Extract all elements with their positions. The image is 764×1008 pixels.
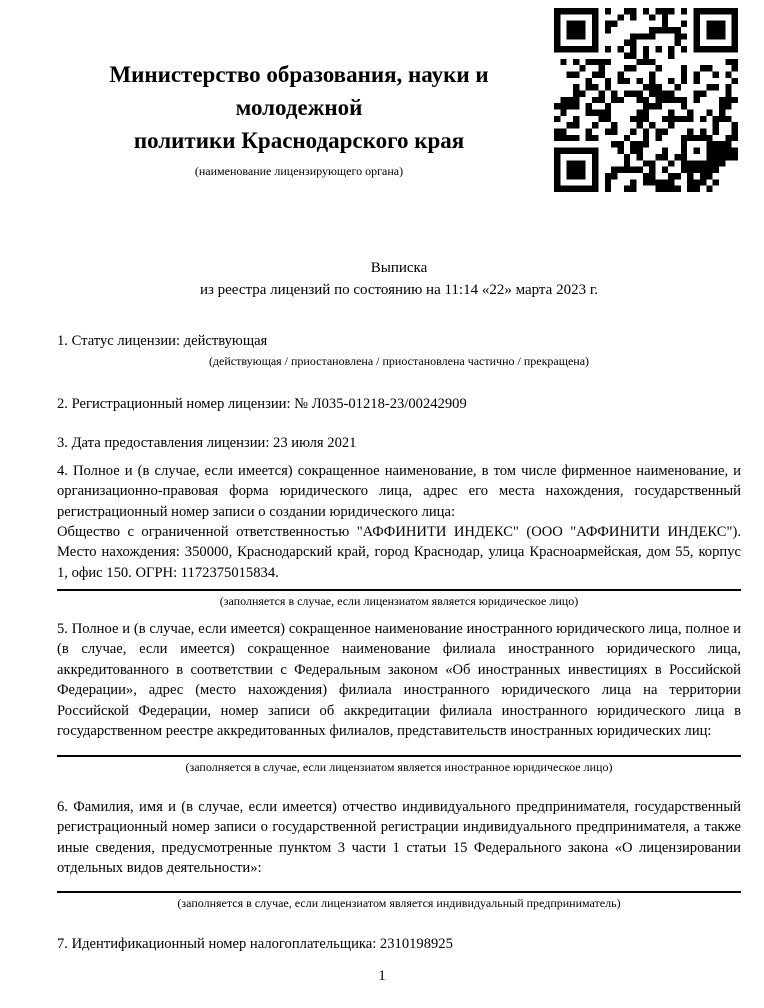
doc-subtitle: из реестра лицензий по состоянию на 11:14 «22» марта 2023 г.	[199, 282, 599, 298]
section-3-grant-date: 3. Дата предоставления лицензии: 23 июля 2021	[57, 435, 357, 451]
rule-legal-entity	[57, 589, 741, 591]
section-1-caption: (действующая / приостановлена / приостановлена частично / прекращена)	[208, 354, 590, 368]
ministry-name-line2: политики Краснодарского края	[133, 128, 465, 153]
section-2-reg-number: 2. Регистрационный номер лицензии: № Л035-01218-23/00242909	[57, 396, 467, 412]
rule-entrepreneur	[57, 891, 741, 893]
ministry-name-line1: Министерство образования, науки и молодежной	[109, 62, 489, 120]
section-6-caption: (заполняется в случае, если лицензиатом является индивидуальный предприниматель)	[177, 896, 621, 910]
section-5-label: 5. Полное и (в случае, если имеется) сокращенное наименование иностранного юридического лица, полное и (в случае, если имеется) сокращенное наименование филиала иностранного юридического лица, аккредитованного в соответствии с Федеральным законом «Об иностранных инвестициях в Российской Федерации», адрес (место нахождения) филиала иностранного юридического лица на территории Российской Федерации, номер записи об аккредитации филиала иностранного юридического лица в государственном реестре аккредитованных филиалов, представительств иностранных юридических лиц:	[57, 621, 741, 740]
section-4-label: 4. Полное и (в случае, если имеется) сокращенное наименование, в том числе фирменное наименование, и организационно-правовая форма юридического лица, адрес его места нахождения, государственный регистрационный номер записи о создании юридического лица:	[57, 463, 741, 520]
rule-foreign-entity	[57, 755, 741, 757]
section-6-label: 6. Фамилия, имя и (в случае, если имеется) отчество индивидуального предпринимателя, государственный регистрационный номер записи о государственной регистрации индивидуального предпринимателя, а также иные сведения, предусмотренные пунктом 3 части 1 статьи 15 Федерального закона «О лицензировании отдельных видов деятельности»:	[57, 799, 741, 877]
doc-title: Выписка	[370, 260, 428, 276]
section-4-caption: (заполняется в случае, если лицензиатом является юридическое лицо)	[219, 594, 579, 608]
doc-title-block	[57, 257, 741, 301]
qr-code-icon	[554, 8, 738, 192]
ministry-caption: (наименование лицензирующего органа)	[194, 164, 404, 178]
page-number: 1	[378, 968, 386, 984]
section-5-caption: (заполняется в случае, если лицензиатом является иностранное юридическое лицо)	[185, 760, 613, 774]
section-7-inn: 7. Идентификационный номер налогоплательщика: 2310198925	[57, 936, 453, 952]
section-1-status: 1. Статус лицензии: действующая	[57, 333, 268, 349]
licensing-authority-block	[57, 58, 541, 178]
section-4-licensee-value: Общество с ограниченной ответственностью "АФФИНИТИ ИНДЕКС" (ООО "АФФИНИТИ ИНДЕКС"). Место нахождения: 350000, Краснодарский край, город Краснодар, улица Красноармейская, дом 55, корпус 1, офис 150. ОГРН: 1172375015834.	[57, 524, 741, 581]
